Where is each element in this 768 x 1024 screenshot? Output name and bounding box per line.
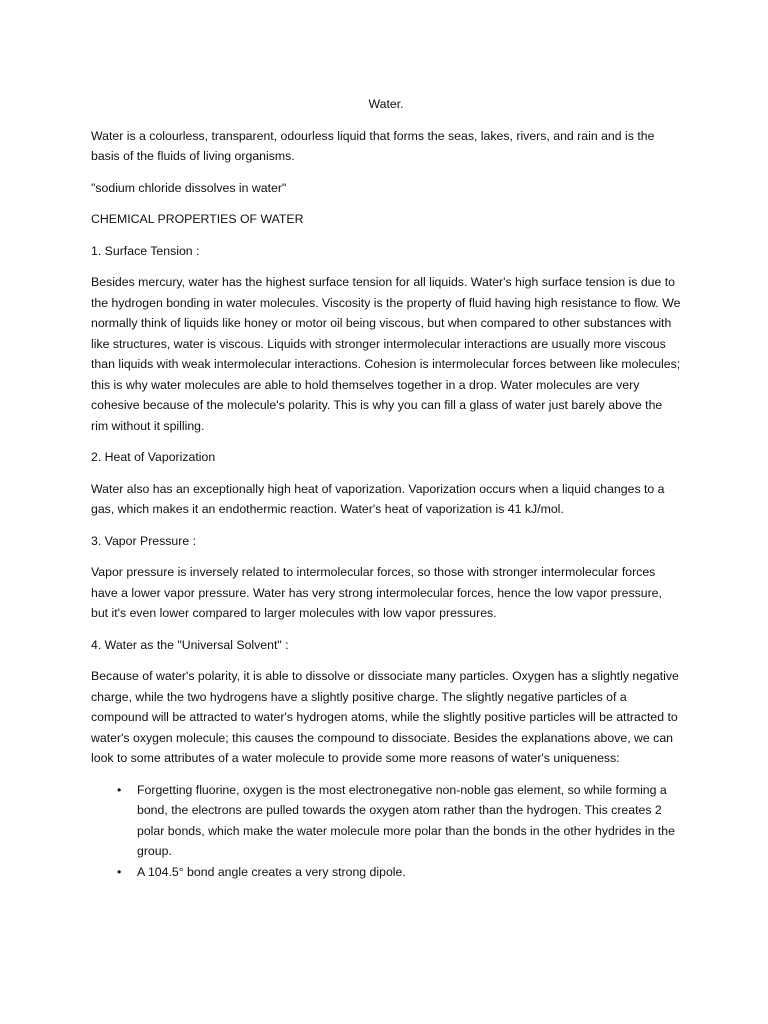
property-body-universal-solvent: Because of water's polarity, it is able to dissolve or dissociate many particles. Oxygen has a slightly negative charge, while the two hydrogens have a slightly positive charge. The slightly negative particles of a compound will be attracted to water's hydrogen atoms, while the slightly positive particles will be attracted to water's oxygen molecule; this causes the compound to dissociate. Besides the explanations above, we can look to some attributes of a water molecule to provide some more reasons of water's uniqueness: bbox=[91, 669, 679, 765]
quote-paragraph: "sodium chloride dissolves in water" bbox=[91, 180, 287, 195]
property-heading-universal-solvent: 4. Water as the "Universal Solvent" : bbox=[91, 637, 289, 652]
list-item bbox=[91, 862, 681, 883]
document-body bbox=[91, 94, 681, 882]
list-item bbox=[91, 780, 681, 862]
list-item-text: A 104.5° bond angle creates a very strong dipole. bbox=[137, 864, 406, 879]
intro-paragraph: Water is a colourless, transparent, odourless liquid that forms the seas, lakes, rivers, and rain and is the basis of the fluids of living organisms. bbox=[91, 128, 655, 163]
property-body-heat-of-vaporization: Water also has an exceptionally high heat of vaporization. Vaporization occurs when a liquid changes to a gas, which makes it an endothermic reaction. Water's heat of vaporization is 41 kJ/mol. bbox=[91, 481, 665, 516]
list-item-text: Forgetting fluorine, oxygen is the most electronegative non-noble gas element, so while forming a bond, the electrons are pulled towards the oxygen atom rather than the hydrogen. This creates 2 polar bonds, which make the water molecule more polar than the bonds in the other hydrides in the group. bbox=[137, 782, 675, 858]
section-heading: CHEMICAL PROPERTIES OF WATER bbox=[91, 212, 304, 226]
property-body-surface-tension: Besides mercury, water has the highest surface tension for all liquids. Water's high surface tension is due to the hydrogen bonding in water molecules. Viscosity is the property of fluid having high resistance to flow. We normally think of liquids like honey or motor oil being viscous, but when compared to other substances with like structures, water is viscous. Liquids with stronger intermolecular interactions are usually more viscous than liquids with weak intermolecular interactions. Cohesion is intermolecular forces between like molecules; this is why water molecules are able to hold themselves together in a drop. Water molecules are very cohesive because of the molecule's polarity. This is why you can fill a glass of water just barely above the rim without it spilling. bbox=[91, 275, 681, 433]
property-heading-heat-of-vaporization: 2. Heat of Vaporization bbox=[91, 450, 216, 464]
bullet-icon: • bbox=[117, 864, 122, 879]
property-body-vapor-pressure: Vapor pressure is inversely related to intermolecular forces, so those with stronger intermolecular forces have a lower vapor pressure. Water has very strong intermolecular forces, hence the low vapor pressure, but it's even lower compared to larger molecules with low vapor pressures. bbox=[91, 565, 662, 620]
document-title: Water. bbox=[368, 97, 404, 111]
bullet-icon: • bbox=[117, 782, 122, 797]
property-heading-vapor-pressure: 3. Vapor Pressure : bbox=[91, 533, 197, 548]
bullet-list bbox=[91, 780, 681, 883]
property-heading-surface-tension: 1. Surface Tension : bbox=[91, 243, 200, 258]
